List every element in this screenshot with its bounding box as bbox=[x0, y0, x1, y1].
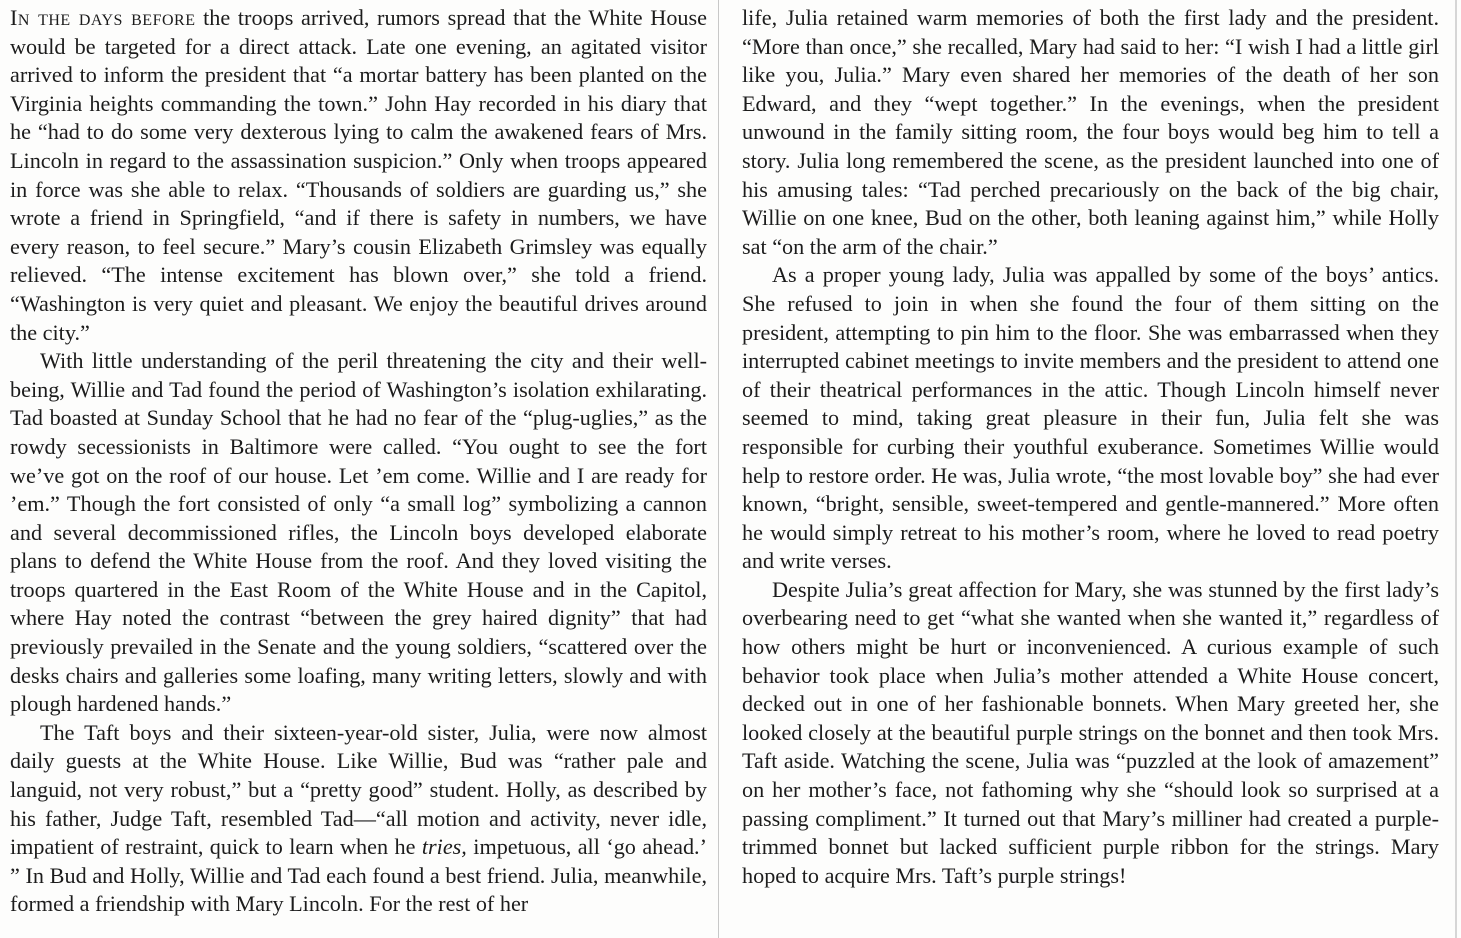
left-paragraph-1-text: the troops arrived, rumors spread that the White House would be targeted for a direct attack. Late one evening, an agitated visitor arrived to inform the president that “a mortar battery has been planted on the Virginia heights commanding the town.” John Hay recorded in his diary that he “had to do some very dexterous lying to calm the awakened fears of Mrs. Lincoln in regard to the assassination suspicion.” Only when troops appeared in force was she able to relax. “Thousands of soldiers are guarding us,” she wrote a friend in Springfield, “and if there is safety in numbers, we have every reason, to feel secure.” Mary’s cousin Elizabeth Grimsley was equally relieved. “The intense excitement has blown over,” she told a friend. “Washington is very quiet and pleasant. We enjoy the beautiful drives around the city.” bbox=[10, 5, 708, 345]
left-paragraph-3-italic: tries, bbox=[421, 834, 467, 860]
left-paragraph-3-text-a: The Taft boys and their sixteen-year-old sister, Julia, were now almost daily guests at the White House. Like Willie, Bud was “rather pale and languid, not very robust,” but a “pretty good” student. Holly, as described by his father, Judge Taft, resembled Tad—“all motion and activity, never idle, impatient of restraint, quick to learn when he bbox=[10, 719, 707, 860]
left-paragraph-1 bbox=[10, 4, 707, 347]
right-paragraph-2: As a proper young lady, Julia was appalled by some of the boys’ antics. She refused to join in when she found the four of them sitting on the president, attempting to pin him to the floor. She was embarrassed when they interrupted cabinet meetings to invite members and the president to attend one of their theatrical performances in the attic. Though Lincoln himself never seemed to mind, taking great pleasure in their fun, Julia felt she was responsible for curbing their youthful exuberance. Sometimes Willie would help to restore order. He was, Julia wrote, “the most lovable boy” she had ever known, “bright, sensible, sweet-tempered and gentle-mannered.” More often he would simply retreat to his mother’s room, where he loved to read poetry and write verses. bbox=[742, 262, 1439, 574]
left-paragraph-3 bbox=[10, 719, 707, 919]
right-paragraph-3: Despite Julia’s great affection for Mary, she was stunned by the first lady’s overbearing need to get “what she wanted when she wanted it,” regardless of how others might be hurt or inconvenienced. A curious example of such behavior took place when Julia’s mother attended a White House concert, decked out in one of her fashionable bonnets. When Mary greeted her, she looked closely at the beautiful purple strings on the bonnet and then took Mrs. Taft aside. Watching the scene, Julia was “puzzled at the look of amazement” on her mother’s face, not fathoming why she “should look so surprised at a passing compliment.” It turned out that Mary’s milliner had created a purple-trimmed bonnet but lacked sufficient purple ribbon for the strings. Mary hoped to acquire Mrs. Taft’s purple strings! bbox=[742, 576, 1439, 888]
column-gutter-divider bbox=[718, 0, 719, 938]
page-edge-shadow bbox=[1455, 0, 1457, 938]
chapter-opening-smallcaps: In the days before bbox=[10, 5, 196, 30]
left-paragraph-2: With little understanding of the peril threatening the city and their well-being, Willie and Tad found the period of Washington’s isolation exhilarating. Tad boasted at Sunday School that he had no fear of the “plug-uglies,” as the rowdy secessionists in Baltimore were called. “You ought to see the fort we’ve got on the roof of our house. Let ’em come. Willie and I are ready for ’em.” Though the fort consisted of only “a small log” symbolizing a cannon and several decommissioned rifles, the Lincoln boys developed elaborate plans to defend the White House from the roof. And they loved visiting the troops quartered in the East Room of the White House and in the Capitol, where Hay noted the contrast “between the grey haired dignity” that had previously prevailed in the Senate and the young soldiers, “scattered over the desks chairs and galleries some loafing, many writing letters, slowly and with plough hardened hands.” bbox=[10, 348, 707, 717]
right-text-column bbox=[742, 4, 1439, 890]
right-paragraph-1: life, Julia retained warm memories of both the first lady and the president. “More than once,” she recalled, Mary had said to her: “I wish I had a little girl like you, Julia.” Mary even shared her memories of the death of her son Edward, and they “wept together.” In the evenings, when the president unwound in the family sitting room, the four boys would beg him to tell a story. Julia long remembered the scene, as the president launched into one of his amusing tales: “Tad perched precariously on the back of the big chair, Willie on one knee, Bud on the other, both leaning against him,” while Holly sat “on the arm of the chair.” bbox=[742, 5, 1439, 259]
left-paragraph-3-text-b: impetuous, all ‘go ahead.’ ” In Bud and Holly, Willie and Tad each found a best friend. Julia, meanwhile, formed a friendship with Mary Lincoln. For the rest of her bbox=[10, 834, 707, 917]
left-text-column bbox=[10, 4, 707, 919]
